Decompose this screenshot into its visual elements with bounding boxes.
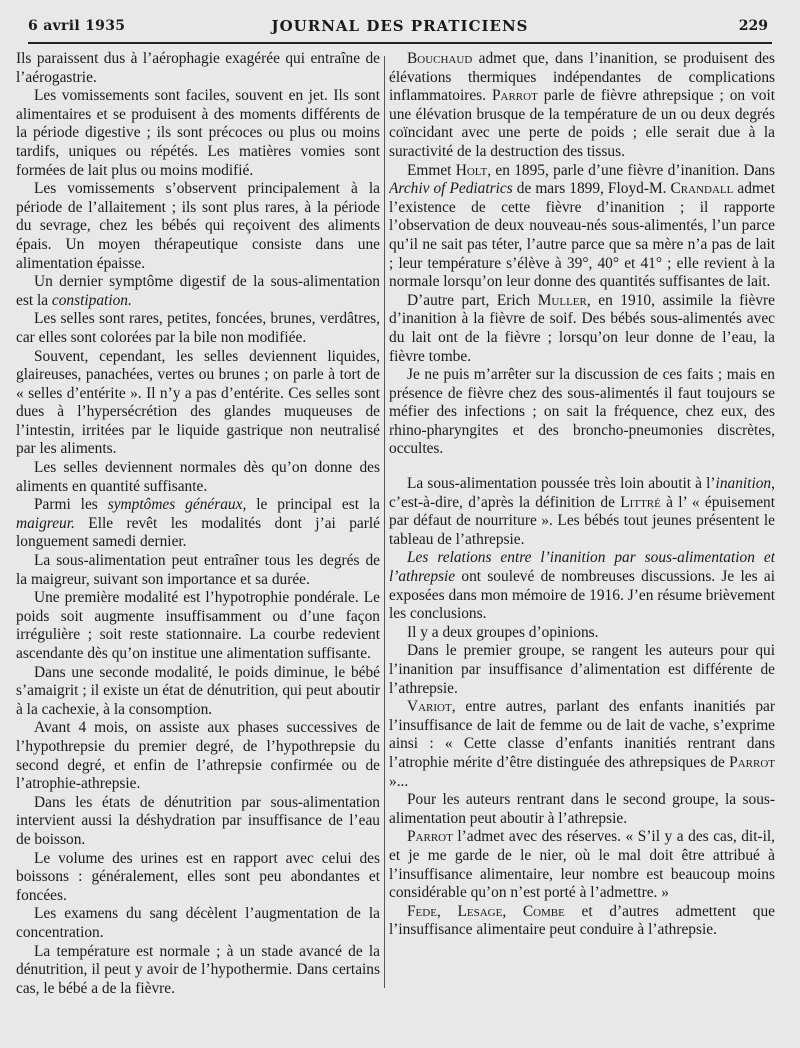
paragraph — [389, 903, 775, 940]
text-run: Dans le premier groupe, se rangent les auteurs pour qui l’inanition par insuffisance d’alimentation est différente de l’athrepsie. — [389, 642, 775, 697]
running-header — [28, 14, 772, 44]
author-name: Bouchaud — [407, 50, 473, 67]
author-name: Combe — [522, 902, 565, 920]
text-run: Une première modalité est l’hypotrophie pondérale. Le poids soit augmente insuffisamment ou d’une façon irrégulière ; soit reste stationnaire. La courbe redevient ascendante dès qu’on institue une alimentation suffisante. — [16, 589, 380, 662]
text-run: , en 1910, assimile la fièvre d’inanition à la fièvre de soif. Des bébés sous-alimentés avec du lait ont de la fièvre ; lorsqu’on leur donne de l’eau, la fièvre tombe. — [389, 291, 775, 365]
author-name: Parrot — [729, 753, 775, 771]
paragraph — [389, 50, 775, 162]
text-run: admet l’existence de cette fièvre d’inanition ; il rapporte l’observation de deux nouveau-nés sous-alimentés, l’un parce qu’il ne sait pas téter, l’autre parce que sa mère n’a pas de lait ; leur température s’élève à 39°, 40° et 41° ; elle revient à la normale lorsqu’on leur donne des quantités suffisantes de lait. — [389, 180, 775, 291]
page-number: 229 — [738, 18, 768, 34]
text-run: Dans une seconde modalité, le poids diminue, le bébé s’amaigrit ; il existe un état de dénutrition, qui peut aboutir à la cachexie, à la consomption. — [16, 663, 380, 718]
italic-text: Les relations entre l’inanition par sous-alimentation et l’athrepsie — [389, 549, 775, 586]
italic-text: constipation. — [51, 291, 132, 309]
text-run: ont soulevé de nombreuses discussions. Je les ai exposées dans mon mémoire de 1916. J’en résume brièvement les conclusions. — [389, 568, 775, 623]
paragraph — [16, 348, 380, 460]
text-run: Le volume des urines est en rapport avec celui des boissons : généralement, elles sont peu abondantes et foncées. — [16, 849, 380, 904]
text-run: admet que, dans l’inanition, se produisent des élévations thermiques indépendantes de complications inflammatoires. — [389, 50, 775, 105]
author-name: Parrot — [491, 87, 538, 105]
text-run: Ils paraissent dus à l’aérophagie exagérée qui entraîne de l’aérogastrie. — [16, 50, 380, 86]
italic-text: Archiv of Pediatrics — [389, 180, 513, 198]
author-name: Lesage — [457, 902, 503, 920]
text-run: Parmi les — [34, 496, 108, 514]
paragraph — [16, 850, 380, 906]
paragraph — [389, 828, 775, 902]
text-run: Un dernier symptôme digestif de la sous-alimentation est la — [16, 273, 380, 309]
paragraph — [16, 589, 380, 663]
text-run: l’admet avec des réserves. « S’il y a des cas, dit-il, et je me garde de le nier, où le mal doit être attribué à l’insuffisance alimentaire, leur nombre est beaucoup moins considérable qu’on n’est porté à l’admettre. » — [389, 828, 775, 902]
text-run: Je ne puis m’arrêter sur la discussion de ces faits ; mais en présence de fièvre chez des sous-alimentés il faut toujours se méfier des infections ; on sait la fréquence, chez eux, des rhino-pharyngites et des broncho-pneumonies discrètes, occultes. — [389, 366, 775, 458]
text-run: , en 1895, parle d’une fièvre d’inanition. Dans — [487, 161, 775, 179]
text-run: La température est normale ; à un stade avancé de la dénutrition, il peut y avoir de l’hypothermie. Dans certains cas, le bébé a de la fièvre. — [16, 942, 380, 997]
text-run: Les selles deviennent normales dès qu’on donne des aliments en quantité suffisante. — [16, 459, 380, 495]
text-run: , c’est-à-dire, d’après la définition de — [389, 475, 775, 511]
author-name: Crandall — [670, 180, 734, 198]
paragraph — [16, 794, 380, 850]
left-column — [16, 50, 380, 1040]
text-run: Emmet — [407, 161, 456, 179]
paragraph — [16, 87, 380, 180]
paragraph — [389, 791, 775, 828]
column-divider — [384, 56, 385, 988]
paragraph — [389, 624, 775, 643]
text-run: Les selles sont rares, petites, foncées, brunes, verdâtres, car elles sont colorées par la bile non modifiée. — [16, 310, 380, 346]
text-run: »... — [389, 772, 409, 790]
paragraph — [16, 943, 380, 999]
text-run: Les examens du sang décèlent l’augmentation de la concentration. — [16, 905, 380, 941]
text-run: et d’autres admettent que l’insuffisance alimentaire peut conduire à l’athrepsie. — [389, 902, 775, 939]
text-run: D’autre part, Erich — [407, 291, 538, 309]
right-column — [389, 50, 775, 1040]
paragraph — [389, 475, 775, 549]
italic-text: symptômes généraux, — [107, 496, 247, 514]
text-run: Avant 4 mois, on assiste aux phases successives de l’hypothrepsie du premier degré, de l’hypothrepsie du second degré, et enfin de l’athrepsie confirmée ou de l’atrophie-athrepsie. — [16, 719, 380, 793]
paragraph — [389, 292, 775, 366]
text-run: parle de fièvre athrepsique ; on voit une élévation brusque de la température de un ou deux degrés coïncidant avec une perte de poids ; elle serait due à la suractivité de la destruction des tissus. — [389, 87, 775, 160]
paragraph — [16, 310, 380, 347]
text-run: le principal est la — [246, 496, 380, 514]
paragraph — [16, 496, 380, 552]
paragraph — [16, 552, 380, 589]
author-name: Littré — [620, 493, 661, 511]
text-run: , — [502, 902, 523, 920]
text-run: Dans les états de dénutrition par sous-alimentation intervient aussi la déshydration par insuffisance de l’eau de boisson. — [16, 793, 380, 848]
paragraph — [389, 162, 775, 292]
journal-title: JOURNAL DES PRATICIENS — [271, 17, 529, 35]
text-run: à l’ « épuisement par défaut de nourriture ». Les bébés tout jeunes présentent le tableau de l’athrepsie. — [389, 493, 775, 548]
author-name: Parrot — [407, 828, 453, 846]
paragraph — [389, 698, 775, 791]
text-run: La sous-alimentation poussée très loin aboutit à l’ — [407, 475, 716, 493]
text-run: Elle revêt les modalités dont j’ai parlé longuement samedi dernier. — [16, 514, 380, 551]
paragraph — [16, 905, 380, 942]
paragraph — [16, 719, 380, 793]
italic-text: maigreur. — [16, 514, 75, 532]
paragraph — [16, 273, 380, 310]
author-name: Holt — [455, 161, 488, 179]
author-name: Fede — [407, 902, 437, 920]
text-run: Les vomissements s’observent principalement à la période de l’allaitement ; ils sont plus rares, à la période du sevrage, chez les bébés qui reçoivent des aliments épais. Un moyen thérapeutique consiste dans une alimentation épaisse. — [16, 180, 380, 272]
paragraph — [16, 664, 380, 720]
text-run: Il y a deux groupes d’opinions. — [407, 623, 599, 641]
text-run: de mars 1899, Floyd-M. — [512, 180, 671, 198]
author-name: Variot — [407, 698, 452, 716]
paragraph — [16, 50, 380, 87]
italic-text: inanition — [715, 475, 772, 493]
text-run: Souvent, cependant, les selles deviennent liquides, glaireuses, panachées, vertes ou brunes ; on parle à tort de « selles d’entérite ». Il n’y a pas d’entérite. Ces selles sont dues à l’hypersécrétion des glandes muqueuses de l’intestin, irritées par le liquide gastrique non neutralisé par les aliments. — [16, 347, 380, 458]
paragraph — [389, 366, 775, 459]
paragraph — [389, 549, 775, 623]
paragraph — [389, 642, 775, 698]
paragraph — [16, 180, 380, 273]
author-name: Muller — [537, 291, 587, 309]
text-run: La sous-alimentation peut entraîner tous les degrés de la maigreur, suivant son importance et sa durée. — [16, 552, 380, 588]
text-run: Pour les auteurs rentrant dans le second groupe, la sous-alimentation peut aboutir à l’athrepsie. — [389, 791, 775, 827]
text-run: , — [436, 902, 458, 920]
text-run: , entre autres, parlant des enfants inanitiés par l’insuffisance de lait de femme ou de lait de vache, s’exprime ainsi : « Cette classe d’enfants inanitiés rentrant dans l’atrophie mérite d’être distinguée des athrepsiques de — [389, 698, 775, 771]
issue-date: 6 avril 1935 — [28, 18, 126, 34]
paragraph — [16, 459, 380, 496]
text-run: Les vomissements sont faciles, souvent en jet. Ils sont alimentaires et se produisent à des moments différents de la période digestive ; ils sont précoces ou plus ou moins tardifs, uniques ou répétés. Les matières vomies sont formées de lait plus ou moins modifié. — [16, 87, 380, 179]
